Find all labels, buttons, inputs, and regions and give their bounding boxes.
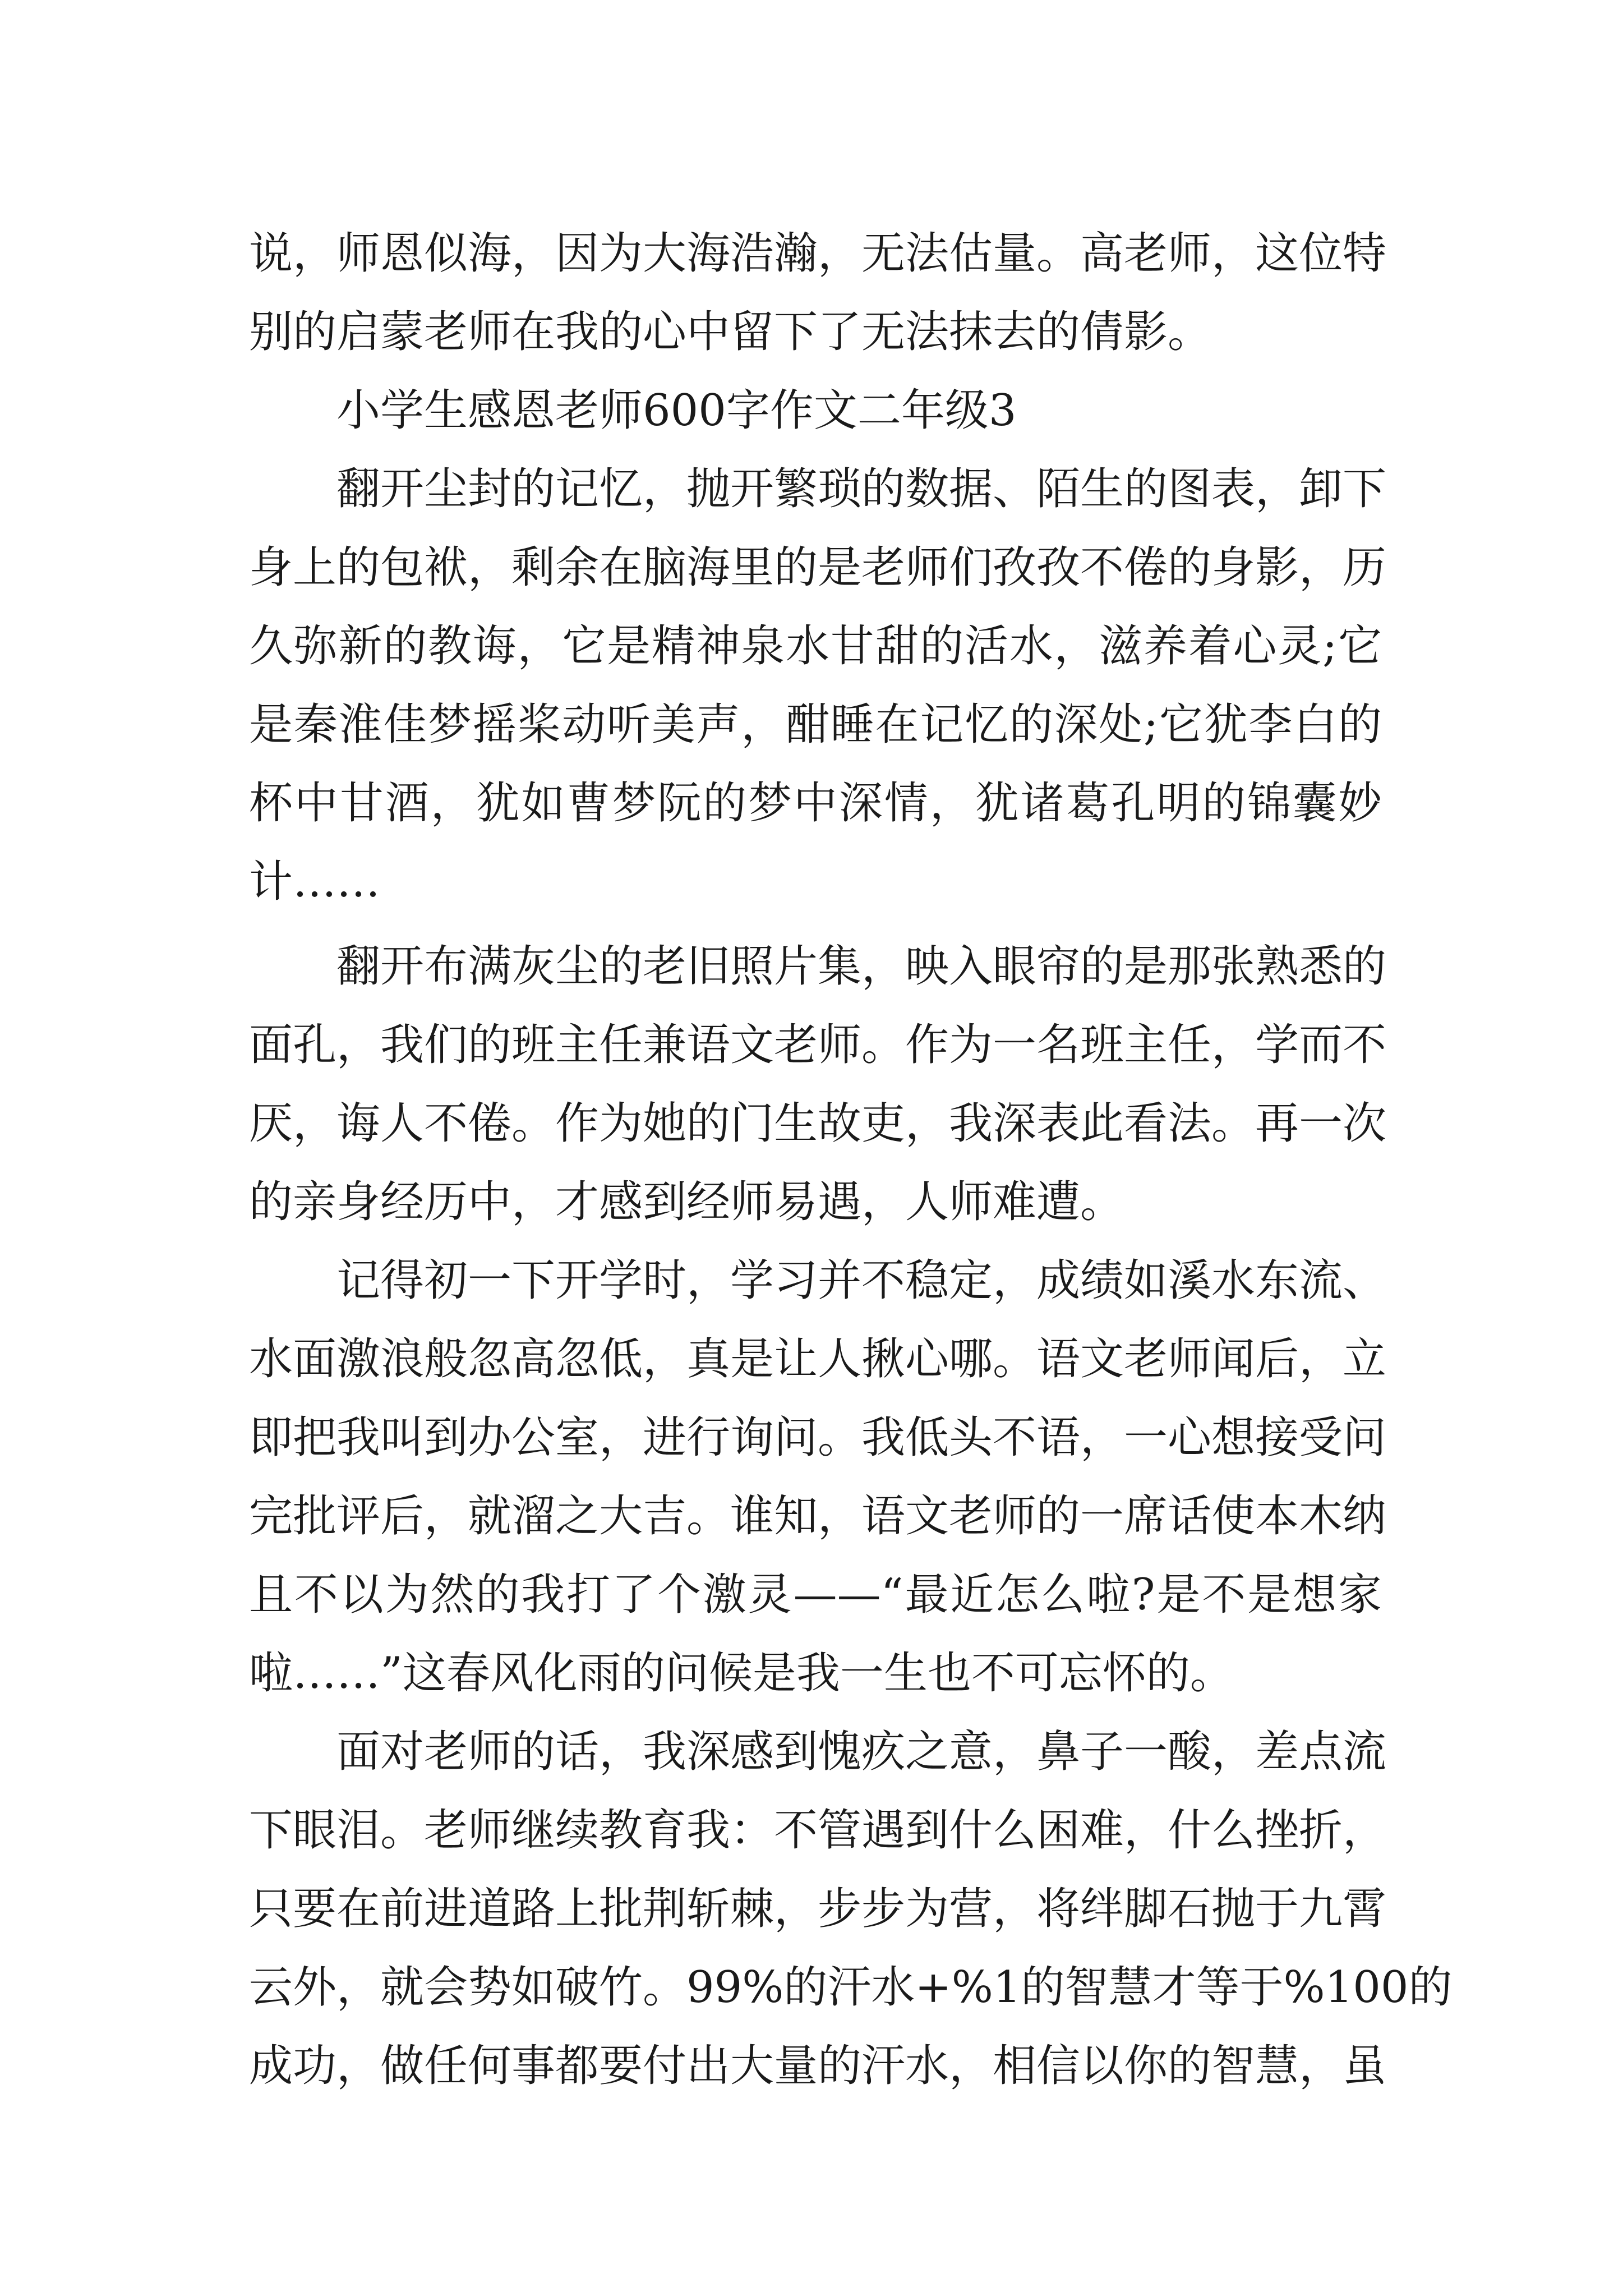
text-line: 面孔，我们的班主任兼语文老师。作为一名班主任，学而不: [249, 1020, 1387, 1070]
essay-heading: [249, 371, 1382, 450]
text-line: 别的启蒙老师在我的心中留下了无法抹去的倩影。: [249, 307, 1212, 357]
paragraph: [249, 450, 1387, 921]
text-line: 翻开尘封的记忆，抛开繁琐的数据、陌生的图表，卸下: [336, 464, 1387, 514]
text-line: 翻开布满灰尘的老旧照片集，映入眼帘的是那张熟悉的: [336, 941, 1387, 992]
text-line: 的亲身经历中，才感到经师易遇，人师难遭。: [249, 1177, 1124, 1227]
text-line: 完批评后，就溜之大吉。谁知，语文老师的一席话使本木纳: [249, 1491, 1387, 1542]
text-line: 说，师恩似海，因为大海浩瀚，无法估量。高老师，这位特: [249, 228, 1387, 279]
text-line: 是秦淮佳梦摇桨动听美声，酣睡在记忆的深处;它犹李白的: [249, 700, 1382, 750]
text-line: 云外，就会势如破竹。99%的汗水+%1的智慧才等于%100的: [249, 1962, 1453, 2013]
text-line: 久弥新的教诲，它是精神泉水甘甜的活水，滋养着心灵;它: [249, 621, 1382, 671]
text-line: 即把我叫到办公室，进行询问。我低头不语，一心想接受问: [249, 1412, 1387, 1463]
text-line: 且不以为然的我打了个激灵——“最近怎么啦?是不是想家: [249, 1570, 1382, 1620]
text-line: 厌，诲人不倦。作为她的门生故吏，我深表此看法。再一次: [249, 1098, 1387, 1149]
paragraph: [249, 214, 1387, 371]
text-line: 面对老师的话，我深感到愧疚之意，鼻子一酸，差点流: [336, 1727, 1387, 1777]
text-line: 水面激浪般忽高忽低，真是让人揪心哪。语文老师闻后，立: [249, 1334, 1387, 1384]
text-line: 身上的包袱，剩余在脑海里的是老师们孜孜不倦的身影，历: [249, 542, 1387, 593]
heading-line: 小学生感恩老师600字作文二年级3: [336, 385, 1017, 436]
text-line: 计……: [249, 857, 381, 907]
text-line: 记得初一下开学时，学习并不稳定，成绩如溪水东流、: [336, 1255, 1387, 1306]
text-line: 只要在前进道路上批荆斩棘，步步为营，将绊脚石抛于九霄: [249, 1884, 1387, 1934]
text-line: 啦……”这春风化雨的问候是我一生也不可忘怀的。: [249, 1648, 1234, 1699]
text-line: 成功，做任何事都要付出大量的汗水，相信以你的智慧，虽: [249, 2041, 1387, 2091]
essay-body: [249, 214, 1453, 2105]
paragraph: [249, 1713, 1453, 2105]
paragraph: [249, 927, 1387, 1241]
text-line: 下眼泪。老师继续教育我：不管遇到什么困难，什么挫折，: [249, 1805, 1387, 1856]
text-line: 杯中甘酒，犹如曹梦阮的梦中深情，犹诸葛孔明的锦囊妙: [249, 778, 1382, 829]
paragraph: [249, 1241, 1387, 1713]
